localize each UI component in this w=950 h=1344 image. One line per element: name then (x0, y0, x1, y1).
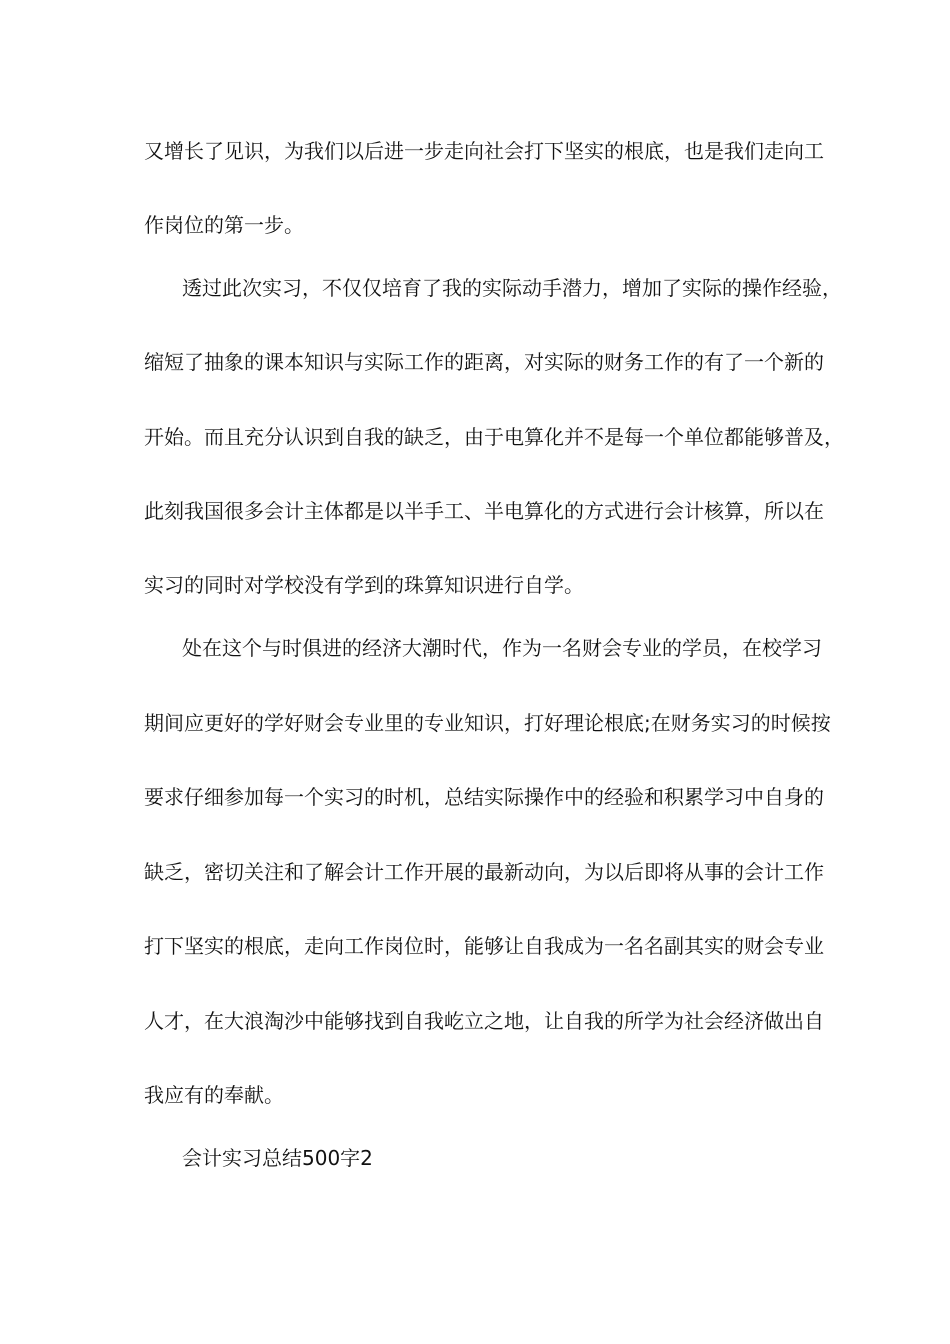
text-line: 作岗位的第一步。 (144, 213, 304, 237)
text-line: 打下坚实的根底，走向工作岗位时，能够让自我成为一名名副其实的财会专业 (144, 934, 824, 958)
text-line: 缺乏，密切关注和了解会计工作开展的最新动向，为以后即将从事的会计工作 (144, 860, 824, 884)
paragraph-first-line: 透过此次实习，不仅仅培育了我的实际动手潜力，增加了实际的操作经验， (182, 276, 842, 300)
section-heading: 会计实习总结500字2 (182, 1146, 373, 1170)
text-line: 缩短了抽象的课本知识与实际工作的距离，对实际的财务工作的有了一个新的 (144, 350, 824, 374)
paragraph-first-line: 处在这个与时俱进的经济大潮时代，作为一名财会专业的学员，在校学习 (182, 636, 822, 660)
text-line: 要求仔细参加每一个实习的时机，总结实际操作中的经验和积累学习中自身的 (144, 785, 824, 809)
text-line: 此刻我国很多会计主体都是以半手工、半电算化的方式进行会计核算，所以在 (144, 499, 824, 523)
text-line: 又增长了见识，为我们以后进一步走向社会打下坚实的根底，也是我们走向工 (144, 139, 824, 163)
text-line: 我应有的奉献。 (144, 1083, 284, 1107)
text-line: 人才，在大浪淘沙中能够找到自我屹立之地，让自我的所学为社会经济做出自 (144, 1009, 824, 1033)
text-line: 实习的同时对学校没有学到的珠算知识进行自学。 (144, 573, 584, 597)
text-line: 开始。而且充分认识到自我的缺乏，由于电算化并不是每一个单位都能够普及， (144, 425, 844, 449)
text-line: 期间应更好的学好财会专业里的专业知识，打好理论根底;在财务实习的时候按 (144, 711, 831, 735)
